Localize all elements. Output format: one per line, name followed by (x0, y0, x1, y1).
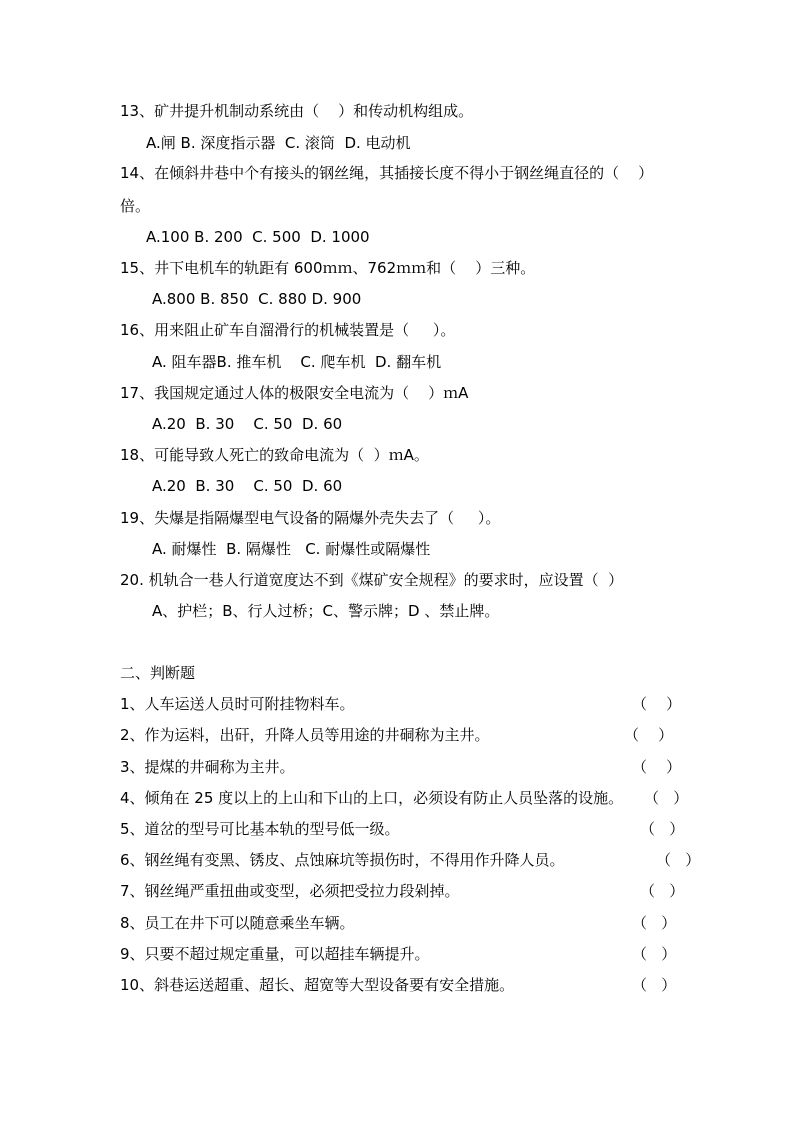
question-17-options: A.20 B. 30 C. 50 D. 60 (152, 415, 343, 433)
tf-answer-9[interactable]: （ ） (632, 945, 677, 963)
tf-item-5: 5、道岔的型号可比基本轨的型号低一级。 (120, 820, 400, 838)
question-14: 14、在倾斜井巷中个有接头的钢丝绳，其插接长度不得小于钢丝绳直径的（ ） (120, 164, 654, 182)
tf-answer-5[interactable]: （ ） (640, 820, 685, 838)
tf-item-8: 8、员工在井下可以随意乘坐车辆。 (120, 914, 355, 932)
question-13: 13、矿井提升机制动系统由（ ）和传动机构组成。 (120, 102, 474, 120)
tf-answer-3[interactable]: （ ） (632, 758, 682, 776)
tf-item-10: 10、斜巷运送超重、超长、超宽等大型设备要有安全措施。 (120, 976, 515, 994)
tf-answer-1[interactable]: （ ） (632, 695, 682, 713)
tf-answer-8[interactable]: （ ） (632, 914, 677, 932)
tf-answer-7[interactable]: （ ） (640, 882, 685, 900)
tf-answer-2[interactable]: （ ） (624, 726, 674, 744)
question-15-options: A.800 B. 850 C. 880 D. 900 (152, 290, 362, 308)
question-18: 18、可能导致人死亡的致命电流为（ ）ｍA。 (120, 446, 429, 464)
question-19: 19、失爆是指隔爆型电气设备的隔爆外壳失去了（ ）。 (120, 509, 501, 527)
question-14-options: A.100 B. 200 C. 500 D. 1000 (146, 228, 370, 246)
tf-item-3: 3、提煤的井硐称为主井。 (120, 758, 295, 776)
tf-item-7: 7、钢丝绳严重扭曲或变型，必须把受拉力段剁掉。 (120, 882, 460, 900)
question-14-continuation: 倍。 (120, 197, 151, 215)
tf-item-1: 1、人车运送人员时可附挂物料车。 (120, 695, 355, 713)
question-15: 15、井下电机车的轨距有 600ｍｍ、762ｍｍ和（ ）三种。 (120, 259, 536, 277)
tf-item-9: 9、只要不超过规定重量，可以超挂车辆提升。 (120, 945, 430, 963)
tf-answer-6[interactable]: （ ） (656, 851, 701, 869)
section-heading: 二、判断题 (120, 664, 196, 682)
question-19-options: A. 耐爆性 B. 隔爆性 C. 耐爆性或隔爆性 (152, 540, 431, 558)
question-17: 17、我国规定通过人体的极限安全电流为（ ）ｍA (120, 384, 469, 402)
question-20: 20. 机轨合一巷人行道宽度达不到《煤矿安全规程》的要求时，应设置（ ） (120, 571, 624, 589)
question-20-options: A、护栏；B、行人过桥；C、警示牌；D 、禁止牌。 (152, 602, 500, 620)
question-16: 16、用来阻止矿车自溜滑行的机械装置是（ ）。 (120, 321, 456, 339)
tf-item-6: 6、钢丝绳有变黑、锈皮、点蚀麻坑等损伤时，不得用作升降人员。 (120, 851, 565, 869)
question-13-options: A.闸 B. 深度指示器 C. 滚筒 D. 电动机 (146, 134, 411, 152)
tf-item-2: 2、作为运料，出矸，升降人员等用途的井硐称为主井。 (120, 726, 490, 744)
tf-answer-4[interactable]: （ ） (644, 789, 689, 807)
tf-item-4: 4、倾角在 25 度以上的上山和下山的上口，必须设有防止人员坠落的设施。 (120, 789, 624, 807)
question-16-options: A. 阻车器B. 推车机 C. 爬车机 D. 翻车机 (152, 353, 442, 371)
tf-answer-10[interactable]: （ ） (632, 976, 677, 994)
question-18-options: A.20 B. 30 C. 50 D. 60 (152, 477, 343, 495)
